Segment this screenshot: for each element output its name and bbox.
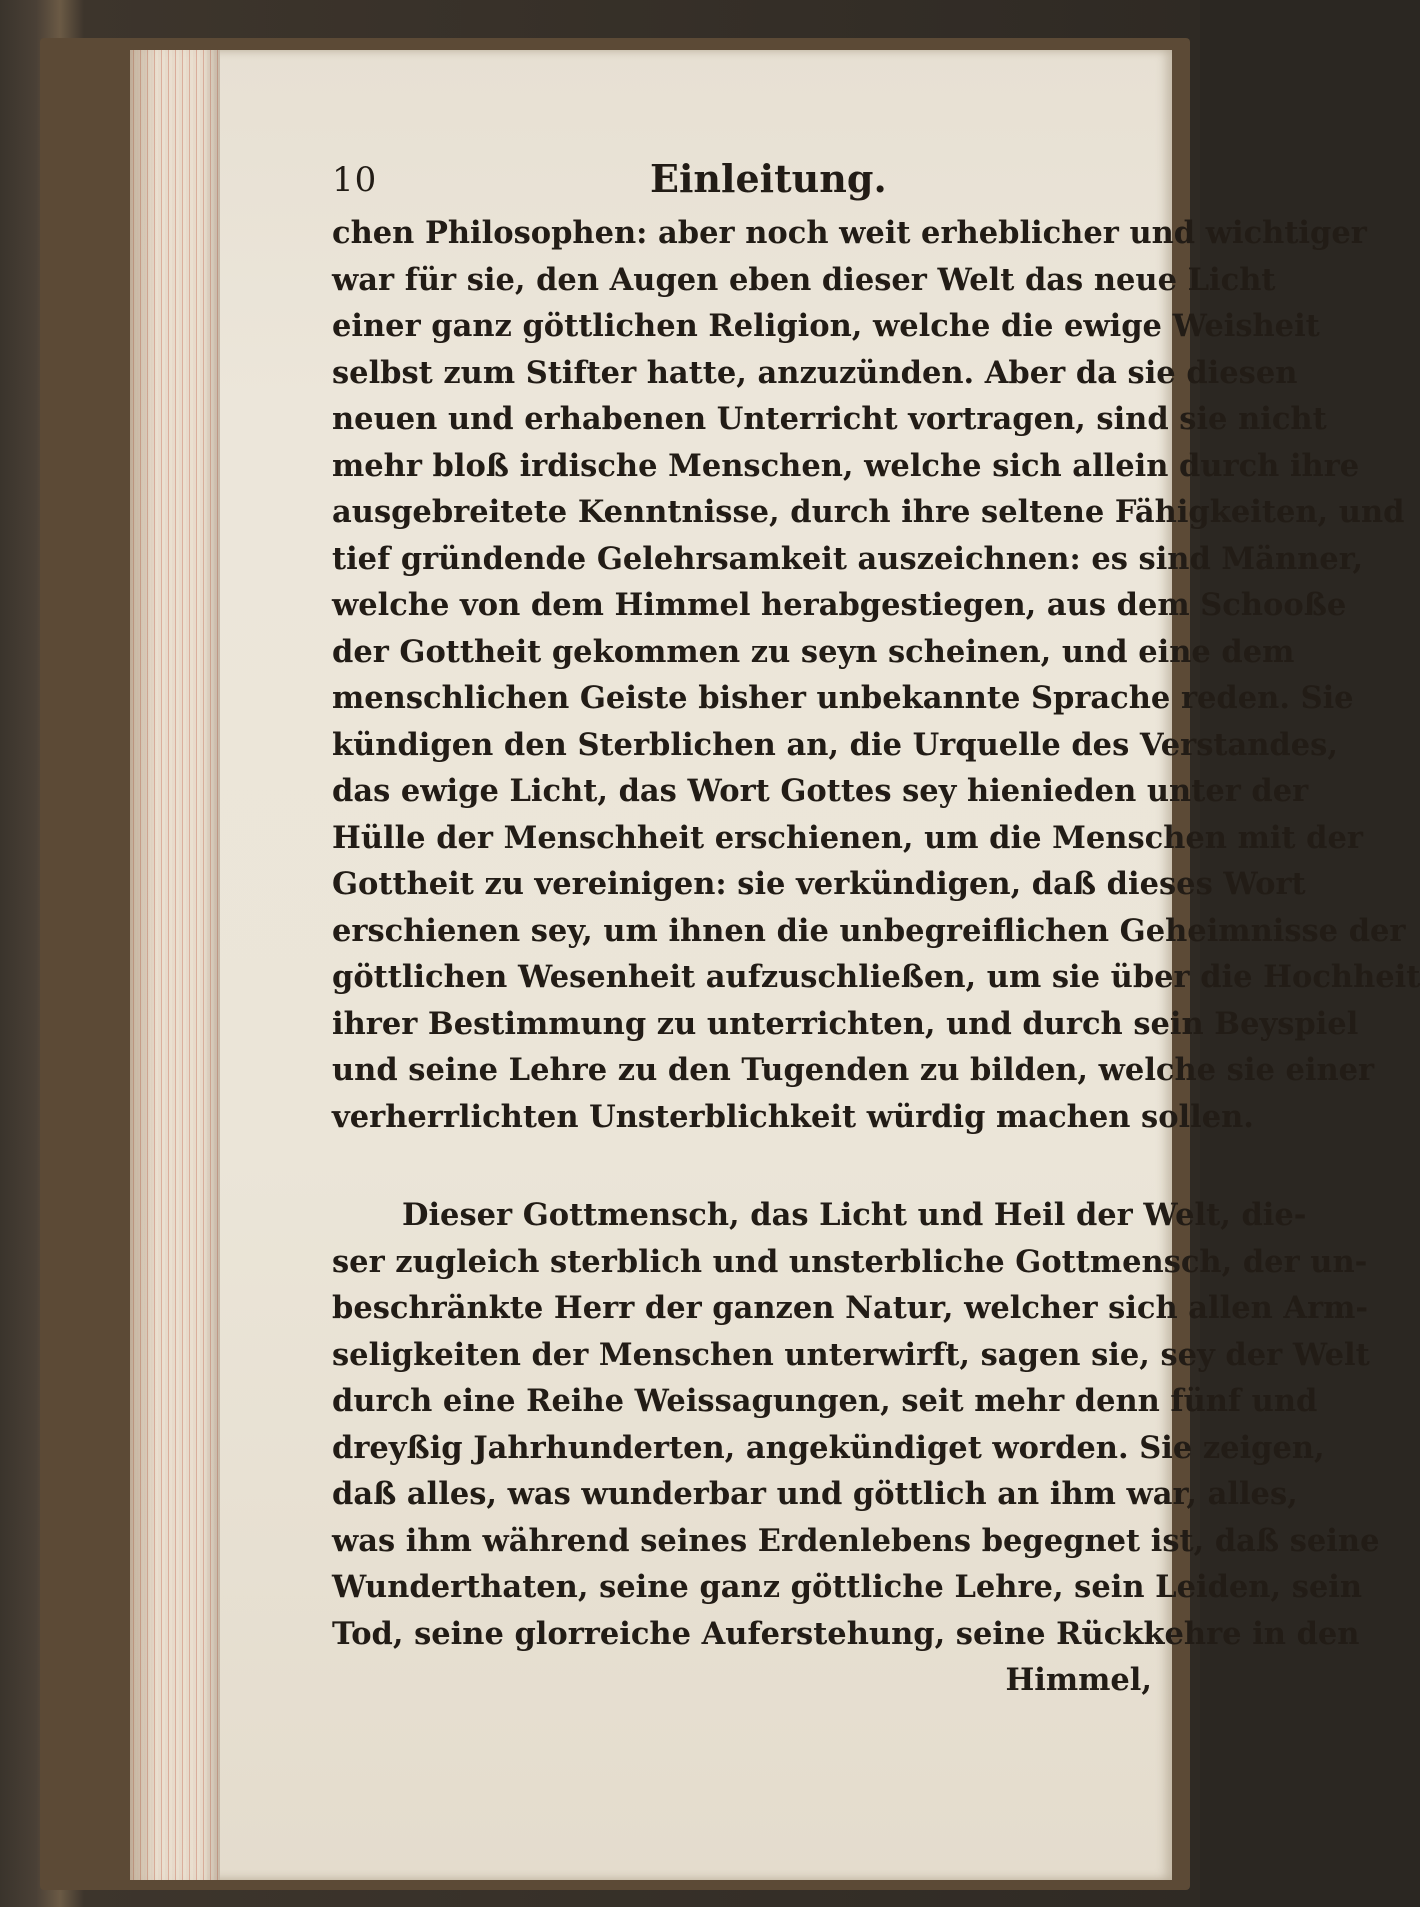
text-line: beschränkte Herr der ganzen Natur, welcher sich allen Arm- <box>332 1290 1369 1326</box>
text-line: Gottheit zu vereinigen: sie verkündigen, daß dieses Wort <box>332 866 1306 902</box>
running-title: Einleitung. <box>650 156 887 201</box>
text-line: der Gottheit gekommen zu seyn scheinen, und eine dem <box>332 633 1295 670</box>
text-line: chen Philosophen: aber noch weit erheblicher und wichtiger <box>332 215 1367 251</box>
text-line: seligkeiten der Menschen unterwirft, sagen sie, sey der Welt <box>332 1336 1370 1373</box>
catchword: Himmel, <box>1005 1662 1152 1698</box>
text-line: verherrlichten Unsterblichkeit würdig machen sollen. <box>332 1098 1254 1135</box>
page-number: 10 <box>332 160 378 200</box>
text-line: erschienen sey, um ihnen die unbegreiflichen Geheimnisse der <box>332 912 1406 949</box>
text-line: menschlichen Geiste bisher unbekannte Sprache reden. Sie <box>332 680 1354 716</box>
text-line: war für sie, den Augen eben dieser Welt das neue Licht <box>332 261 1276 298</box>
text-line: Dieser Gottmensch, das Licht und Heil der Welt, die- <box>402 1197 1307 1233</box>
text-line: daß alles, was wunderbar und göttlich an ihm war, alles, <box>332 1476 1298 1512</box>
paragraph-1 <box>230 210 1420 1140</box>
text-line: und seine Lehre zu den Tugenden zu bilden, welche sie einer <box>332 1052 1375 1088</box>
text-line: kündigen den Sterblichen an, die Urquelle des Verstandes, <box>332 726 1338 763</box>
text-line: einer ganz göttlichen Religion, welche die ewige Weisheit <box>332 308 1320 344</box>
text-line: Hülle der Menschheit erschienen, um die Menschen mit der <box>332 819 1363 856</box>
text-line: ser zugleich sterblich und unsterbliche Gottmensch, der un- <box>332 1243 1368 1280</box>
text-line: Wunderthaten, seine ganz göttliche Lehre, sein Leiden, sein <box>332 1569 1363 1605</box>
text-line: dreyßig Jahrhunderten, angekündiget worden. Sie zeigen, <box>332 1429 1325 1466</box>
text-line: selbst zum Stifter hatte, anzuzünden. Aber da sie diesen <box>332 354 1298 391</box>
text-line: Tod, seine glorreiche Auferstehung, seine Rückkehre in den <box>332 1615 1360 1652</box>
page-edges-shade <box>130 50 220 1880</box>
page-content <box>230 150 1420 1704</box>
paragraph-2 <box>230 1192 1380 1704</box>
page-header <box>230 150 1152 210</box>
text-line: göttlichen Wesenheit aufzuschließen, um sie über die Hochheit <box>332 959 1420 995</box>
text-line: neuen und erhabenen Unterricht vortragen, sind sie nicht <box>332 401 1327 437</box>
text-line: ausgebreitete Kenntnisse, durch ihre seltene Fähigkeiten, und <box>332 494 1405 530</box>
text-line: tief gründende Gelehrsamkeit auszeichnen: es sind Männer, <box>332 540 1364 577</box>
text-line: durch eine Reihe Weissagungen, seit mehr denn fünf und <box>332 1383 1318 1419</box>
text-line: das ewige Licht, das Wort Gottes sey hienieden unter der <box>332 773 1309 809</box>
text-line: welche von dem Himmel herabgestiegen, aus dem Schooße <box>332 587 1347 623</box>
text-line: mehr bloß irdische Menschen, welche sich allein durch ihre <box>332 447 1360 484</box>
text-line: was ihm während seines Erdenlebens begegnet ist, daß seine <box>332 1522 1380 1559</box>
text-line: ihrer Bestimmung zu unterrichten, und durch sein Beyspiel <box>332 1005 1359 1042</box>
paragraph-gap <box>230 1140 1152 1192</box>
